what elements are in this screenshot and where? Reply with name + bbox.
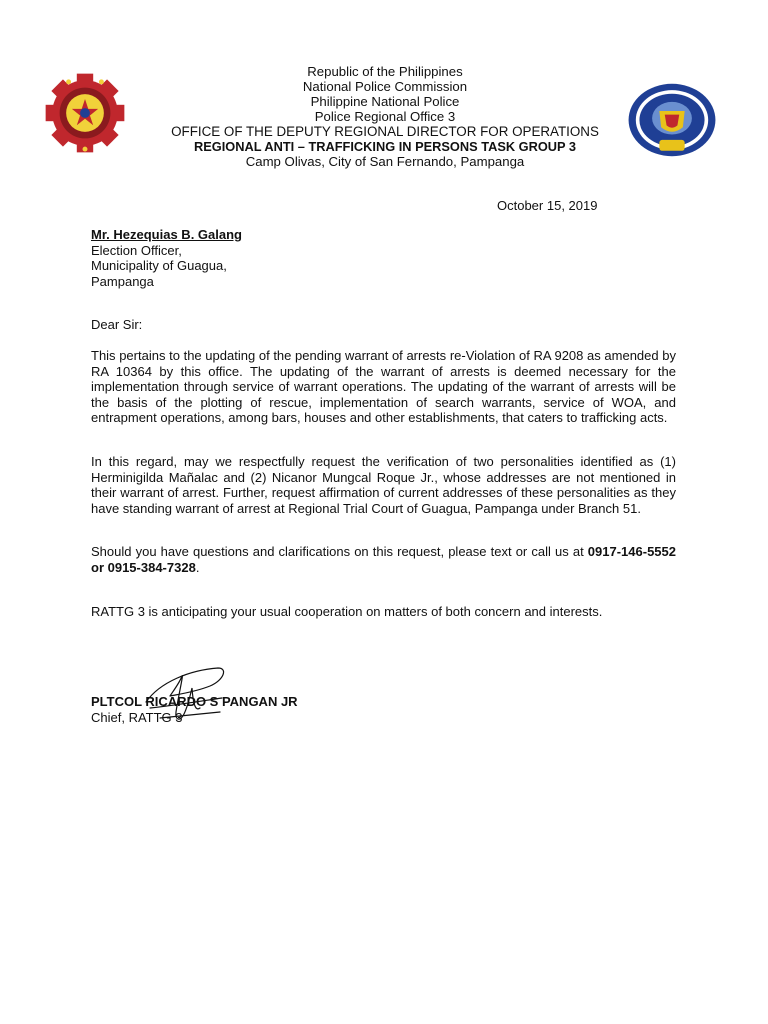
letterhead-regional-office: Police Regional Office 3 xyxy=(314,109,456,124)
pnp-seal-icon xyxy=(44,72,126,154)
recipient-position: Election Officer, xyxy=(91,242,182,258)
letterhead-republic: Republic of the Philippines xyxy=(307,64,463,79)
paragraph-2: In this regard, may we respectfully request the verification of two personalities identified as (1) Herminigilda Mañalac and (2) Nicanor Mungcal Roque Jr., whose addresses are not mentioned in their warrant of arrest. Further, request affirmation of current addresses of these personalities as they have standing warrant of arrest at Regional Trial Court of Guagua, Pampanga under Branch 51. xyxy=(91,454,676,516)
paragraph-3 xyxy=(91,544,676,575)
letterhead xyxy=(130,64,640,169)
recipient-province: Pampanga xyxy=(91,273,154,289)
letterhead-commission: National Police Commission xyxy=(302,79,468,94)
paragraph-3-end: . xyxy=(195,559,200,575)
paragraph-3-text: Should you have questions and clarifications on this request, please text or call us at xyxy=(91,544,588,559)
letterhead-pnp: Philippine National Police xyxy=(310,94,460,109)
letterhead-task-group: REGIONAL ANTI – TRAFFICKING IN PERSONS TASK GROUP 3 xyxy=(193,139,577,154)
recipient-name: Mr. Hezequias B. Galang xyxy=(91,227,242,242)
signatory-name: PLTCOL RICARDO S PANGAN JR xyxy=(91,694,298,709)
letter-date: October 15, 2019 xyxy=(497,198,598,213)
letterhead-office: OFFICE OF THE DEPUTY REGIONAL DIRECTOR FOR OPERATIONS xyxy=(171,124,599,139)
recipient-municipality: Municipality of Guagua, xyxy=(91,258,227,273)
signatory-block xyxy=(91,694,298,726)
paragraph-1: This pertains to the updating of the pending warrant of arrests re-Violation of RA 9208 as amended by RA 10364 by this office. The updating of the warrant of arrests is deemed necessary for the implementation through service of warrant operations. The updating of the warrant of arrests will be the basis of the plotting of rescue, implementation of search warrants, service of WOA, and entrapment operations, among bars, houses and other establishments, that caters to trafficking acts. xyxy=(91,348,676,425)
letterhead-address: Camp Olivas, City of San Fernando, Pampanga xyxy=(245,154,525,169)
contact-phone-numbers: 0917-146-5552 or 0915-384-7328 xyxy=(91,544,676,575)
paragraph-4: RATTG 3 is anticipating your usual cooperation on matters of both concern and interests. xyxy=(91,604,603,619)
salutation: Dear Sir: xyxy=(91,317,143,332)
signatory-title: Chief, RATTG 3 xyxy=(91,710,183,725)
recipient-block xyxy=(91,227,242,289)
